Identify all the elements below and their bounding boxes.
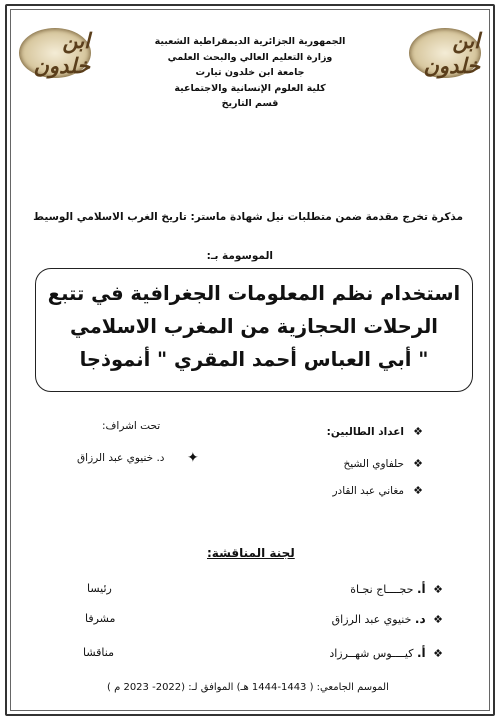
logo-text-left: ابن خلدون — [33, 28, 90, 78]
diamond-bullet-icon: ❖ — [433, 647, 443, 660]
diamond-bullet-icon: ❖ — [413, 457, 423, 470]
supervision-heading: تحت اشراف: — [102, 420, 161, 432]
diamond-bullet-icon: ❖ — [433, 613, 443, 626]
student-name: مغاني عبد القادر — [332, 485, 405, 497]
member-name: كيــــوس شهــرزاد — [329, 647, 414, 660]
diamond-bullet-icon: ❖ — [413, 425, 423, 438]
students-heading — [327, 420, 423, 439]
member-role: مناقشا — [83, 646, 114, 659]
diamond-bullet-icon: ❖ — [413, 484, 423, 497]
student-item — [343, 452, 423, 471]
student-name: حلفاوي الشيخ — [343, 458, 405, 470]
academic-year: الموسم الجامعي: ( 1443-1444 هـ) الموافق لـ: (2022- 2023 م ) — [107, 682, 389, 693]
member-name: حجــــاج نجـاة — [350, 583, 414, 596]
committee-heading: لجنة المناقشة: — [207, 546, 295, 560]
committee-member — [350, 582, 443, 596]
member-title: أ. — [416, 582, 426, 596]
supervisor-name: د. خنيوي عبد الرزاق — [77, 452, 165, 464]
member-title: د. — [414, 612, 426, 626]
member-name: خنيوي عبد الرزاق — [331, 613, 412, 626]
memoir-description: مذكرة تخرج مقدمة ضمن متطلبات نيل شهادة ماستر: تاريخ الغرب الاسلامي الوسيط — [33, 211, 463, 223]
thesis-title-line-1: استخدام نظم المعلومات الجغرافية في تتبع — [47, 282, 461, 305]
thesis-title-line-2: الرحلات الحجازية من المغرب الاسلامي — [70, 315, 438, 338]
committee-member — [332, 612, 443, 626]
header-line-department: قسم التاريخ — [221, 98, 279, 109]
diamond-bullet-icon: ❖ — [433, 583, 443, 596]
four-point-star-icon: ✦ — [187, 450, 199, 466]
member-role: مشرفا — [85, 612, 116, 625]
titled-label: الموسومة بـ: — [206, 250, 273, 262]
header-line-country: الجمهورية الجزائرية الديمقراطية الشعبية — [154, 36, 346, 47]
member-title: أ. — [416, 646, 426, 660]
header-line-faculty: كلية العلوم الإنسانية والاجتماعية — [174, 82, 326, 94]
member-role: رئيسا — [87, 582, 112, 595]
thesis-title-line-3: " أبي العباس أحمد المقري " أنموذجا — [79, 348, 429, 371]
thesis-title-box — [35, 268, 473, 392]
institution-header — [77, 34, 423, 112]
header-line-university: جامعة ابن خلدون تيارت — [195, 67, 305, 78]
committee-member — [329, 646, 443, 660]
document-page — [5, 4, 495, 716]
logo-text-right: ابن خلدون — [423, 28, 480, 78]
header-line-ministry: وزارة التعليم العالي والبحث العلمي — [167, 51, 333, 63]
student-item — [332, 479, 423, 498]
students-heading-label: اعداد الطالبين: — [326, 426, 405, 438]
